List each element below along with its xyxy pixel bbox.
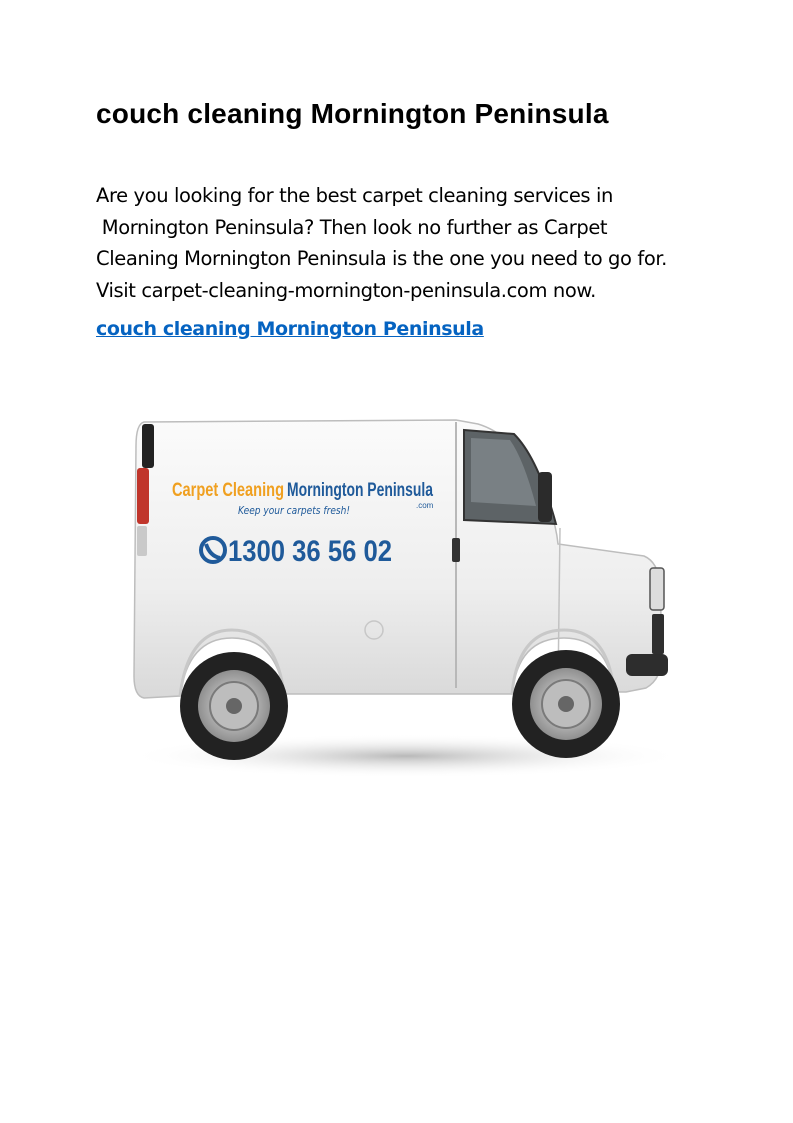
van-image: [126, 416, 682, 778]
paragraph-line: Are you looking for the best carpet cleaning services in: [96, 184, 613, 207]
intro-paragraph: [96, 180, 706, 306]
front-wheel: [512, 650, 620, 758]
phone-number: 1300 36 56 02: [228, 535, 392, 568]
logo-carpet-cleaning: Carpet Cleaning: [172, 480, 284, 501]
tail-light: [137, 468, 149, 524]
paragraph-line: Cleaning Mornington Peninsula is the one you need to go for.: [96, 247, 667, 270]
side-mirror: [538, 472, 552, 522]
logo-mornington-peninsula: Mornington Peninsula: [287, 480, 434, 501]
page-title: couch cleaning Mornington Peninsula: [96, 98, 609, 129]
door-handle: [452, 538, 460, 562]
logo-tagline: Keep your carpets fresh!: [238, 504, 350, 517]
paragraph-line: Mornington Peninsula? Then look no further as Carpet: [96, 215, 608, 239]
couch-cleaning-link[interactable]: couch cleaning Mornington Peninsula: [96, 318, 484, 340]
rear-wheel: [180, 652, 288, 760]
paragraph-line: Visit carpet-cleaning-mornington-peninsula.com now.: [96, 278, 596, 302]
headlight: [650, 568, 664, 610]
logo-domain: .com: [416, 501, 434, 510]
